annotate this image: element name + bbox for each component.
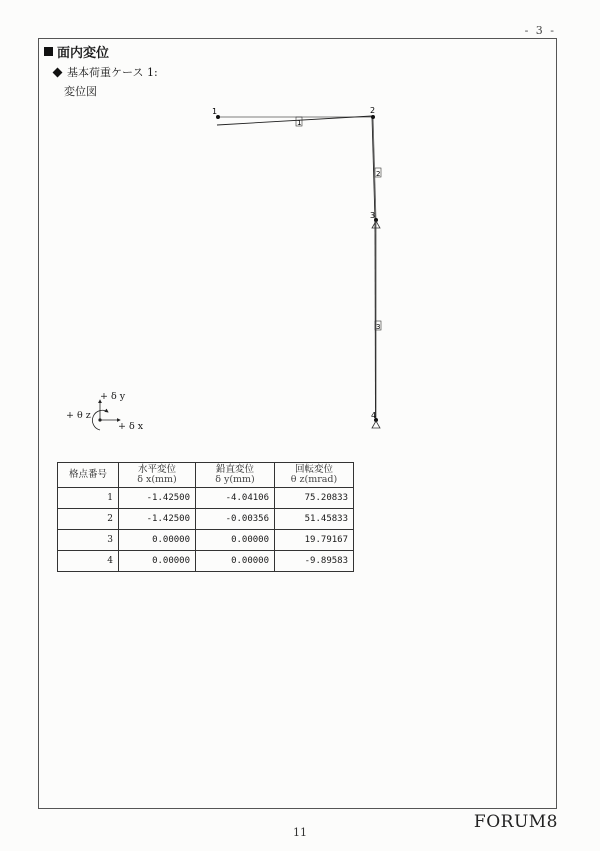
cell-dy: 0.00000 — [196, 530, 275, 551]
cell-tz: 19.79167 — [275, 530, 354, 551]
table-header-row — [58, 463, 354, 488]
node-label-2: 2 — [370, 106, 376, 115]
top-page-number: - 3 - — [524, 24, 556, 37]
node-label-3: 3 — [370, 211, 376, 220]
header-vertical: 鉛直変位 δ y(mm) — [196, 463, 275, 488]
cell-tz: 51.45833 — [275, 509, 354, 530]
member-3-deformed — [375, 220, 376, 420]
node-dot-2 — [371, 115, 375, 119]
member-label-1: 1 — [297, 119, 302, 127]
cell-tz: 75.20833 — [275, 488, 354, 509]
cell-dx: 0.00000 — [119, 551, 196, 572]
cell-node: 2 — [58, 509, 119, 530]
section-title-text: 面内変位 — [57, 46, 110, 61]
tz-axis-label: + θ z — [66, 410, 91, 421]
displacement-table — [57, 462, 354, 572]
header-rotation: 回転変位 θ z(mrad) — [275, 463, 354, 488]
header-node: 格点番号 — [58, 463, 119, 488]
bottom-page-number: 11 — [293, 826, 307, 839]
table-row — [58, 551, 354, 572]
cell-node: 4 — [58, 551, 119, 572]
sign-convention — [62, 390, 152, 440]
brand-logo: FORUM8 — [473, 812, 558, 832]
cell-node: 1 — [58, 488, 119, 509]
cell-dy: -0.00356 — [196, 509, 275, 530]
cell-dx: -1.42500 — [119, 488, 196, 509]
cell-tz: -9.89583 — [275, 551, 354, 572]
cell-dx: -1.42500 — [119, 509, 196, 530]
cell-node: 3 — [58, 530, 119, 551]
table-row — [58, 488, 354, 509]
support-4-icon — [372, 421, 380, 428]
node-label-1: 1 — [212, 107, 218, 116]
dx-axis-label: + δ x — [118, 421, 144, 432]
cell-dx: 0.00000 — [119, 530, 196, 551]
node-label-4: 4 — [371, 411, 377, 420]
member-label-2: 2 — [376, 170, 381, 178]
table-row — [58, 509, 354, 530]
diagram-subtitle: 変位図 — [64, 85, 97, 98]
header-horizontal: 水平変位 δ x(mm) — [119, 463, 196, 488]
table-row — [58, 530, 354, 551]
dy-axis-label: + δ y — [100, 391, 126, 402]
cell-dy: 0.00000 — [196, 551, 275, 572]
cell-dy: -4.04106 — [196, 488, 275, 509]
load-case-text: 基本荷重ケース 1: — [67, 66, 158, 79]
member-label-3: 3 — [376, 323, 381, 331]
